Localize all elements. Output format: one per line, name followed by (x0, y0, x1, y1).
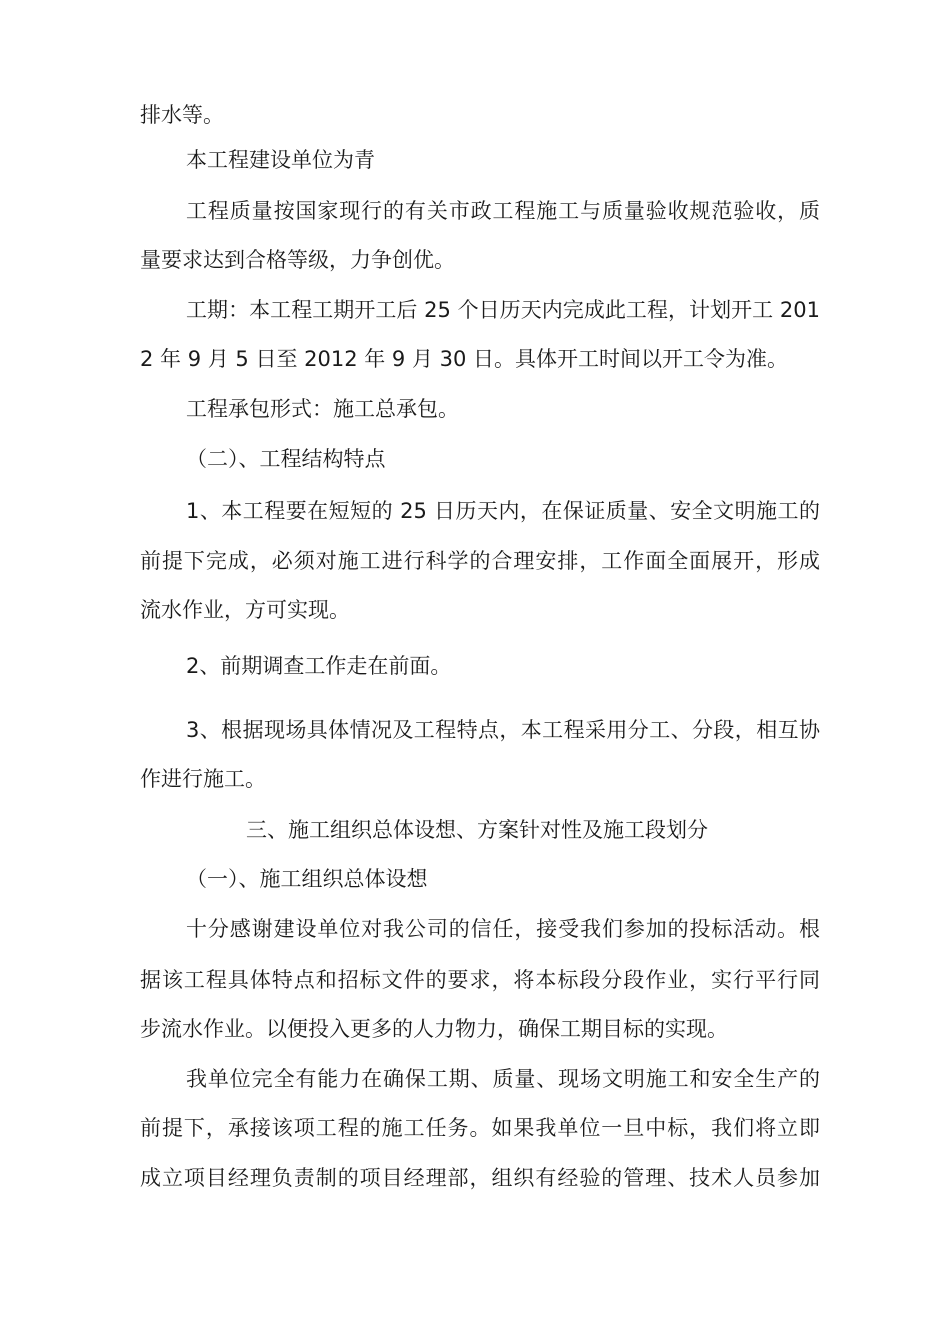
text-line: 2、前期调查工作走在前面。 (186, 654, 452, 678)
text-line: 据该工程具体特点和招标文件的要求，将本标段分段作业，实行平行同 (140, 968, 820, 992)
text-line: 工程质量按国家现行的有关市政工程施工与质量验收规范验收，质 (186, 199, 820, 223)
text-line: 前提下完成，必须对施工进行科学的合理安排，工作面全面展开，形成 (140, 549, 820, 573)
text-line: 工期：本工程工期开工后 25 个日历天内完成此工程，计划开工 201 (186, 298, 820, 322)
text-line: 作进行施工。 (140, 767, 266, 791)
text-line: 流水作业，方可实现。 (140, 598, 350, 622)
text-line: 3、根据现场具体情况及工程特点，本工程采用分工、分段，相互协 (186, 718, 820, 742)
text-line: 成立项目经理负责制的项目经理部，组织有经验的管理、技术人员参加 (140, 1166, 820, 1190)
text-line: 本工程建设单位为青 (186, 148, 375, 172)
text-line: 工程承包形式：施工总承包。 (186, 397, 459, 421)
text-line: 2 年 9 月 5 日至 2012 年 9 月 30 日。具体开工时间以开工令为准。 (140, 347, 789, 371)
section-heading: （一）、施工组织总体设想 (186, 867, 428, 891)
text-line: 我单位完全有能力在确保工期、质量、现场文明施工和安全生产的 (186, 1067, 820, 1091)
text-line: 步流水作业。以便投入更多的人力物力，确保工期目标的实现。 (140, 1017, 728, 1041)
section-heading: （二）、工程结构特点 (186, 447, 386, 471)
text-line: 量要求达到合格等级，力争创优。 (140, 248, 455, 272)
text-line: 十分感谢建设单位对我公司的信任，接受我们参加的投标活动。根 (186, 917, 820, 941)
chapter-heading: 三、施工组织总体设想、方案针对性及施工段划分 (246, 818, 708, 842)
text-line: 前提下，承接该项工程的施工任务。如果我单位一旦中标，我们将立即 (140, 1116, 820, 1140)
text-line: 1、本工程要在短短的 25 日历天内，在保证质量、安全文明施工的 (186, 499, 820, 523)
text-line: 排水等。 (140, 103, 224, 127)
